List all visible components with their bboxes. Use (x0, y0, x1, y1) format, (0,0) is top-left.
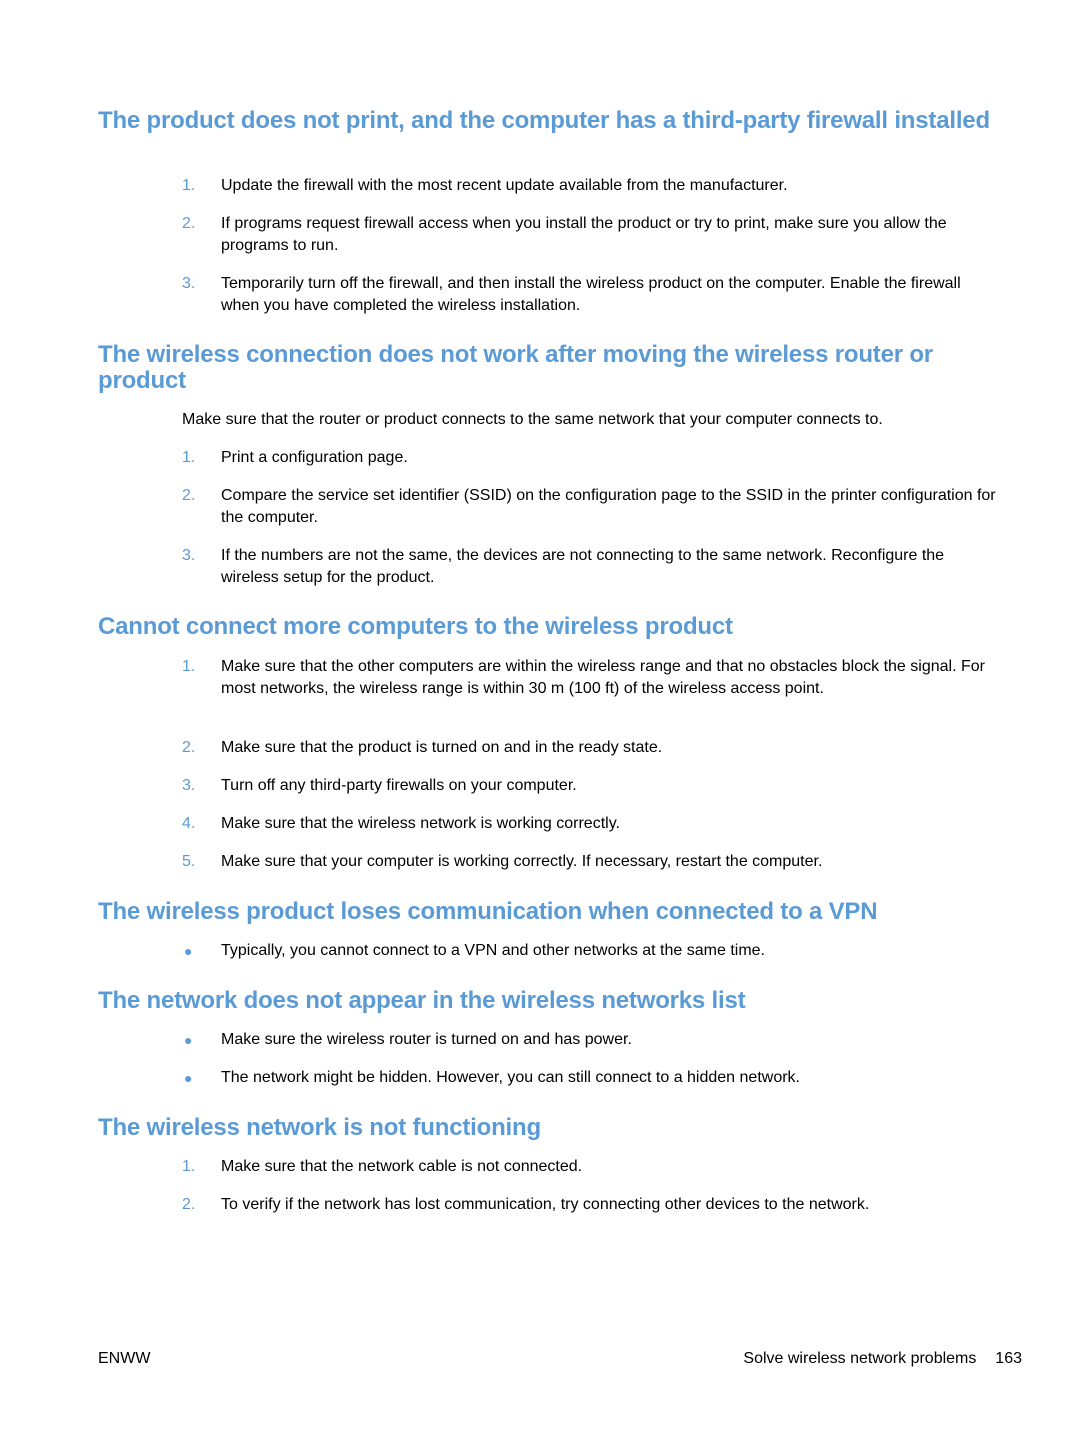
section-heading: Cannot connect more computers to the wireless product (98, 613, 733, 640)
list-text: Turn off any third-party firewalls on your computer. (221, 777, 577, 794)
section-heading: The wireless connection does not work after moving the wireless router or product (98, 341, 933, 394)
list-number: 1. (182, 658, 196, 675)
list-text: If programs request firewall access when you install the product or try to print, make sure you allow the programs to run. (221, 215, 947, 254)
footer-left-label: ENWW (98, 1350, 151, 1367)
list-text: Make sure that your computer is working correctly. If necessary, restart the computer. (221, 853, 823, 870)
list-text: The network might be hidden. However, you can still connect to a hidden network. (221, 1069, 800, 1086)
list-number: 1. (182, 1158, 196, 1175)
list-text: Print a configuration page. (221, 449, 408, 466)
list-number: 3. (182, 275, 196, 292)
list-number: 2. (182, 215, 196, 232)
section-intro: Make sure that the router or product connects to the same network that your computer connects to. (182, 411, 883, 428)
list-number: 1. (182, 449, 196, 466)
list-text: Make sure the wireless router is turned on and has power. (221, 1031, 632, 1048)
section-heading: The network does not appear in the wireless networks list (98, 987, 746, 1014)
section-heading: The wireless network is not functioning (98, 1114, 541, 1141)
list-number: 3. (182, 777, 196, 794)
section-heading: The product does not print, and the computer has a third-party firewall installed (98, 107, 990, 134)
list-number: 5. (182, 853, 196, 870)
list-text: To verify if the network has lost communication, try connecting other devices to the network. (221, 1196, 870, 1213)
list-text: Temporarily turn off the firewall, and then install the wireless product on the computer. Enable the firewall when you have completed the wireless installation. (221, 275, 961, 314)
list-text: Make sure that the network cable is not connected. (221, 1158, 583, 1175)
list-number: 1. (182, 177, 196, 194)
list-text: Typically, you cannot connect to a VPN and other networks at the same time. (221, 942, 765, 959)
list-text: Make sure that the other computers are within the wireless range and that no obstacles block the signal. For most networks, the wireless range is within 30 m (100 ft) of the wireless access point. (221, 658, 985, 697)
bullet-icon: ● (184, 1070, 193, 1086)
list-number: 2. (182, 1196, 196, 1213)
list-text: Compare the service set identifier (SSID) on the configuration page to the SSID in the printer configuration for the computer. (221, 487, 996, 526)
footer-right (743, 1349, 1022, 1369)
bullet-icon: ● (184, 1032, 193, 1048)
bullet-icon: ● (184, 943, 193, 959)
list-text: Make sure that the product is turned on and in the ready state. (221, 739, 663, 756)
page-number: 163 (995, 1350, 1022, 1367)
footer-section-title: Solve wireless network problems (743, 1350, 977, 1367)
section-heading: The wireless product loses communication when connected to a VPN (98, 898, 878, 925)
list-number: 3. (182, 547, 196, 564)
list-number: 2. (182, 487, 196, 504)
list-text: Update the firewall with the most recent update available from the manufacturer. (221, 177, 788, 194)
list-number: 4. (182, 815, 196, 832)
list-text: Make sure that the wireless network is working correctly. (221, 815, 620, 832)
list-number: 2. (182, 739, 196, 756)
list-text: If the numbers are not the same, the devices are not connecting to the same network. Reconfigure the wireless setup for the product. (221, 547, 945, 586)
